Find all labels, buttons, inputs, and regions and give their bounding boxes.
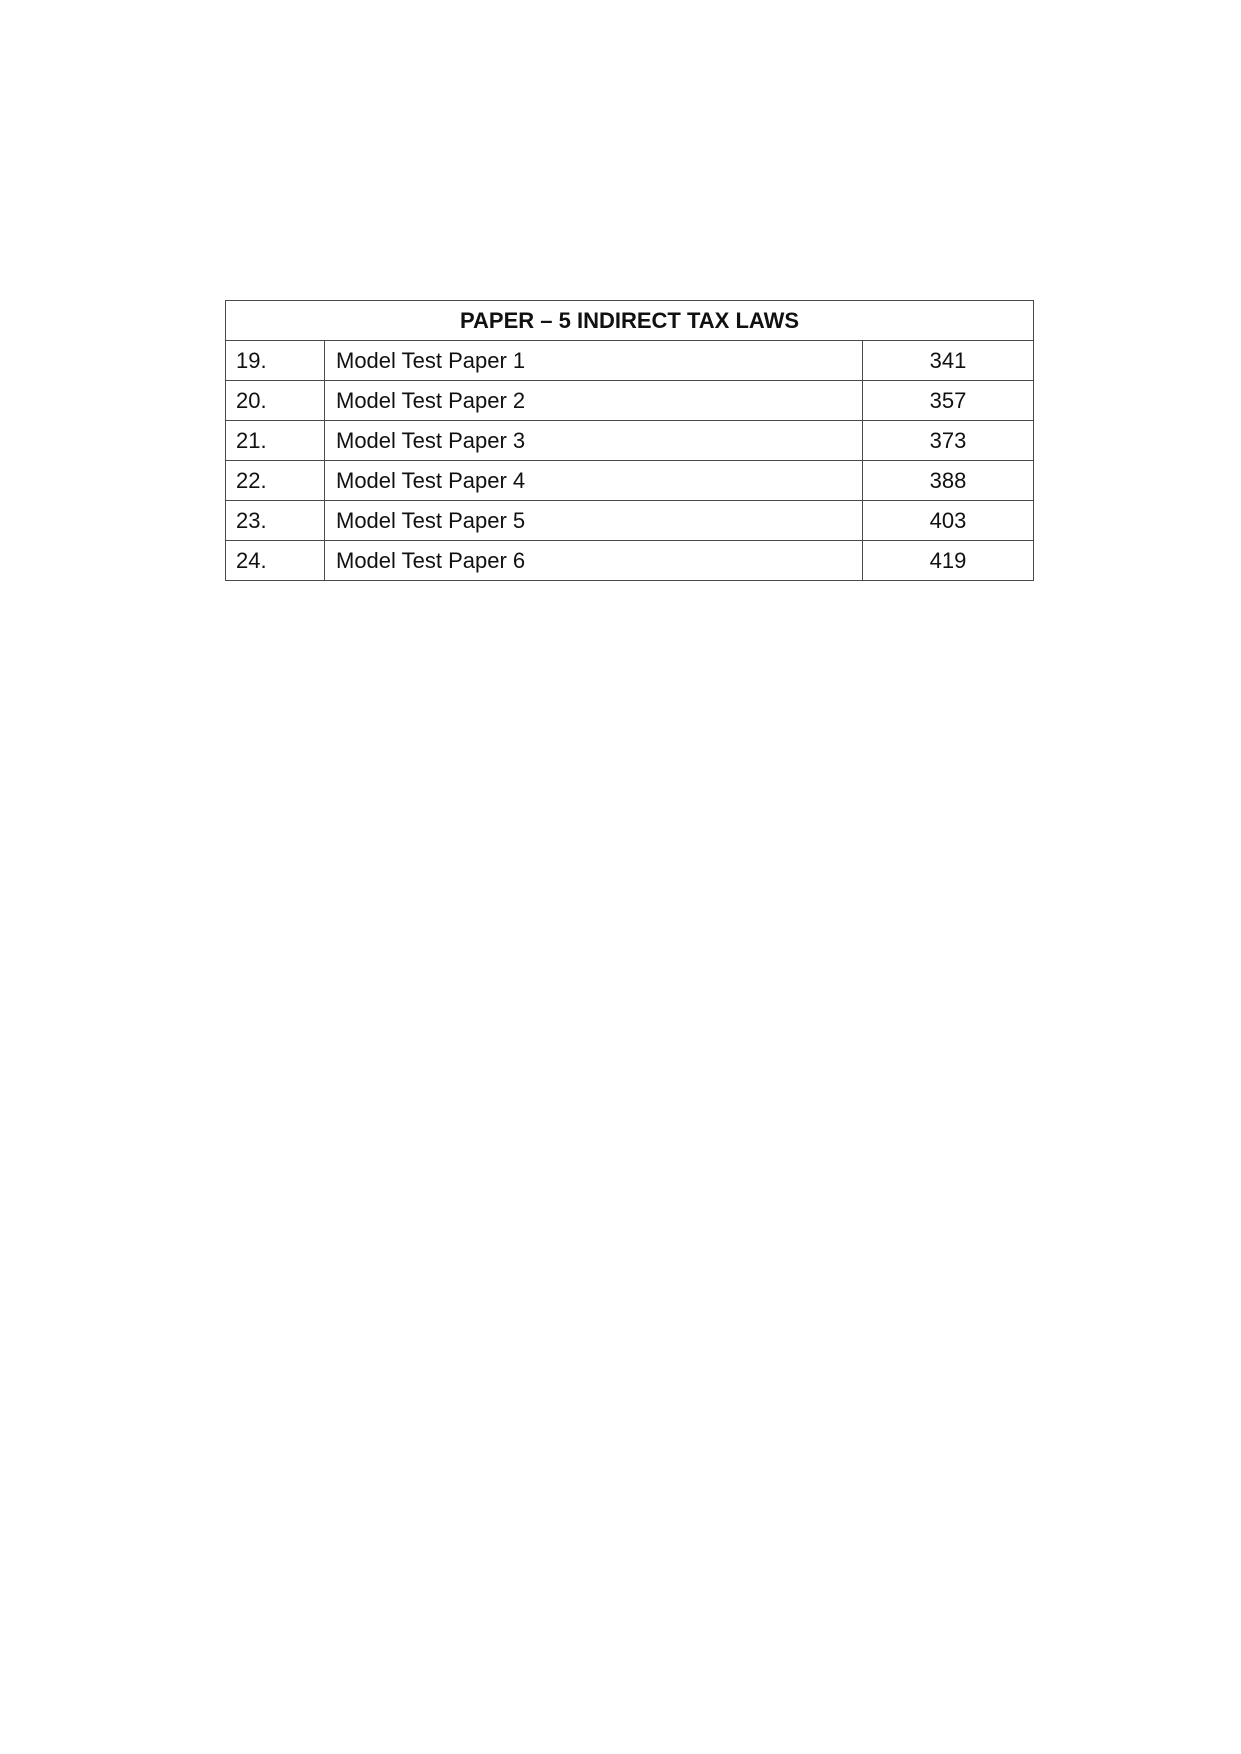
row-number: 20. — [226, 381, 325, 421]
table-row — [226, 341, 1034, 381]
row-page-number: 373 — [863, 421, 1034, 461]
row-number: 24. — [226, 541, 325, 581]
row-page-number: 388 — [863, 461, 1034, 501]
row-title: Model Test Paper 2 — [325, 381, 863, 421]
row-number: 22. — [226, 461, 325, 501]
row-number: 23. — [226, 501, 325, 541]
row-number: 21. — [226, 421, 325, 461]
table-row — [226, 461, 1034, 501]
row-title: Model Test Paper 6 — [325, 541, 863, 581]
contents-table — [225, 300, 1034, 581]
table-row — [226, 381, 1034, 421]
row-title: Model Test Paper 1 — [325, 341, 863, 381]
row-page-number: 357 — [863, 381, 1034, 421]
row-page-number: 419 — [863, 541, 1034, 581]
table-header-row — [226, 301, 1034, 341]
section-heading: PAPER – 5 INDIRECT TAX LAWS — [226, 301, 1034, 341]
table-row — [226, 501, 1034, 541]
row-page-number: 403 — [863, 501, 1034, 541]
row-number: 19. — [226, 341, 325, 381]
row-title: Model Test Paper 5 — [325, 501, 863, 541]
table-row — [226, 421, 1034, 461]
row-title: Model Test Paper 3 — [325, 421, 863, 461]
row-page-number: 341 — [863, 341, 1034, 381]
table-row — [226, 541, 1034, 581]
row-title: Model Test Paper 4 — [325, 461, 863, 501]
